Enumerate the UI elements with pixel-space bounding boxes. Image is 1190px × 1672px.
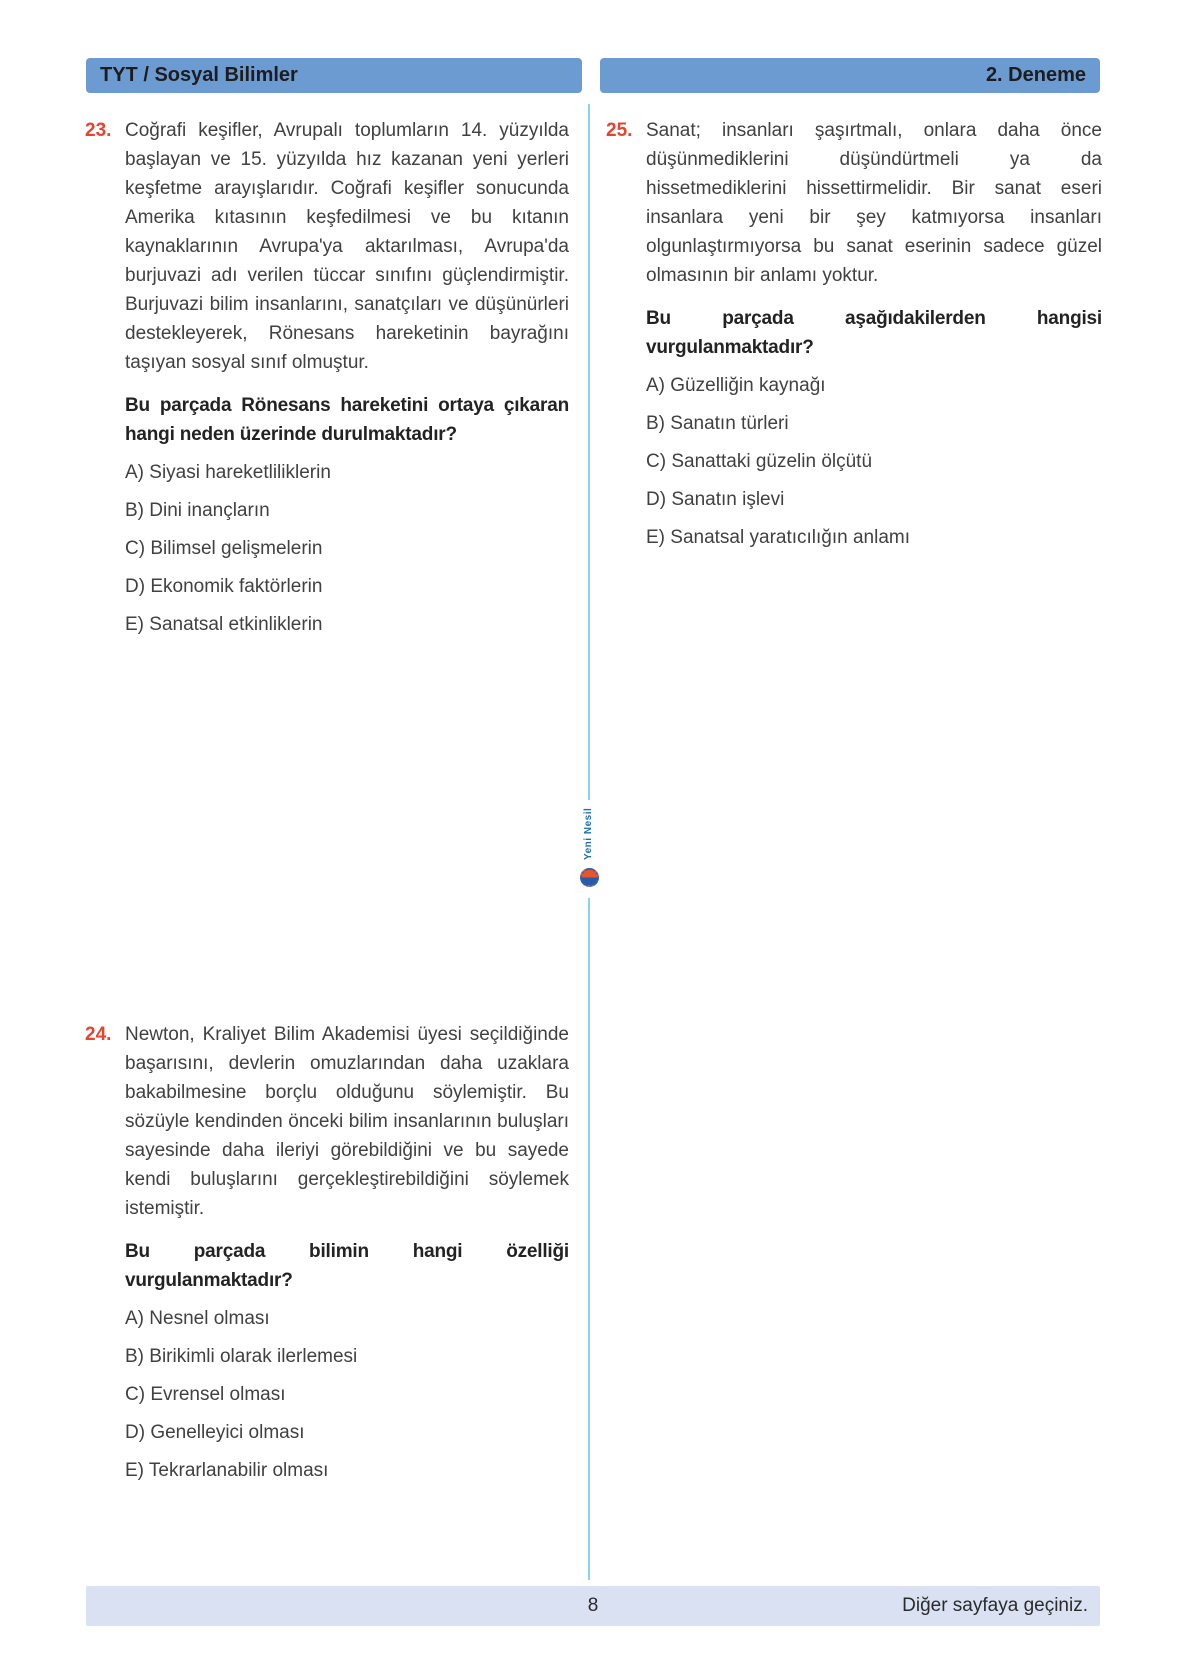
question-paragraph: Sanat; insanları şaşırtmalı, onlara daha önce düşünmediklerini düşündürtmeli ya da hissetmediklerini hissettirmelidir. Bir sanat eseri insanlara yeni bir şey katmıyorsa insanları olgunlaştırmıyorsa bu sanat eserinin sadece güzel olmasının bir anlamı yoktur. bbox=[646, 120, 1102, 286]
option-list bbox=[646, 371, 1102, 552]
question-body bbox=[646, 116, 1102, 552]
publisher-logo-icon bbox=[580, 868, 599, 887]
option-e: E) Tekrarlanabilir olması bbox=[125, 1460, 329, 1481]
question-prompt: Bu parçada aşağıdakilerden hangisi vurgulanmaktadır? bbox=[646, 308, 1102, 358]
publisher-name: Yeni Nesil bbox=[583, 807, 594, 861]
option-list bbox=[125, 1304, 569, 1485]
option-e: E) Sanatsal yaratıcılığın anlamı bbox=[646, 527, 911, 548]
question-24 bbox=[85, 1020, 569, 1485]
column-divider-top bbox=[588, 104, 590, 800]
footer-bar bbox=[86, 1586, 1100, 1626]
question-prompt: Bu parçada bilimin hangi özelliği vurgulanmaktadır? bbox=[125, 1241, 569, 1291]
question-25 bbox=[606, 116, 1102, 552]
question-paragraph: Coğrafi keşifler, Avrupalı toplumların 14. yüzyılda başlayan ve 15. yüzyılda hız kazanan yeni yerleri keşfetme arayışlarıdır. Coğrafi keşifler sonucunda Amerika kıtasının keşfedilmesi ve bu kıtanın kaynaklarının Avrupa'ya aktarılması, Avrupa'da burjuvazi adı verilen tüccar sınıfını güçlendirmiştir. Burjuvazi bilim insanlarını, sanatçıları ve düşünürleri destekleyerek, Rönesans hareketinin bayrağını taşıyan sosyal sınıf olmuştur. bbox=[125, 120, 569, 373]
page-number: 8 bbox=[587, 1595, 599, 1616]
option-c: C) Sanattaki güzelin ölçütü bbox=[646, 451, 873, 472]
question-body bbox=[125, 1020, 569, 1485]
question-body bbox=[125, 116, 569, 639]
question-number: 23. bbox=[85, 120, 112, 141]
column-divider-bottom bbox=[588, 898, 590, 1580]
question-number: 25. bbox=[606, 120, 633, 141]
option-d: D) Sanatın işlevi bbox=[646, 489, 785, 510]
next-page-notice: Diğer sayfaya geçiniz. bbox=[902, 1595, 1088, 1616]
question-23 bbox=[85, 116, 569, 639]
question-prompt: Bu parçada Rönesans hareketini ortaya çıkaran hangi neden üzerinde durulmaktadır? bbox=[125, 395, 569, 445]
header-section-bar bbox=[86, 58, 582, 93]
header-exam-bar bbox=[600, 58, 1100, 93]
option-a: A) Güzelliğin kaynağı bbox=[646, 375, 826, 396]
option-d: D) Genelleyici olması bbox=[125, 1422, 305, 1443]
option-a: A) Nesnel olması bbox=[125, 1308, 270, 1329]
option-e: E) Sanatsal etkinliklerin bbox=[125, 614, 323, 635]
option-c: C) Evrensel olması bbox=[125, 1384, 286, 1405]
option-b: B) Dini inançların bbox=[125, 500, 270, 521]
option-a: A) Siyasi hareketliliklerin bbox=[125, 462, 331, 483]
publisher-watermark bbox=[574, 803, 604, 895]
header-section-title: TYT / Sosyal Bilimler bbox=[100, 64, 298, 86]
header-exam-title: 2. Deneme bbox=[985, 64, 1086, 86]
option-b: B) Sanatın türleri bbox=[646, 413, 789, 434]
option-c: C) Bilimsel gelişmelerin bbox=[125, 538, 323, 559]
option-d: D) Ekonomik faktörlerin bbox=[125, 576, 323, 597]
option-list bbox=[125, 458, 569, 639]
option-b: B) Birikimli olarak ilerlemesi bbox=[125, 1346, 358, 1367]
question-paragraph: Newton, Kraliyet Bilim Akademisi üyesi seçildiğinde başarısını, devlerin omuzlarından daha uzaklara bakabilmesine borçlu olduğunu söylemiştir. Bu sözüyle kendinden önceki bilim insanlarının buluşları sayesinde daha ileriyi görebildiğini ve bu sayede kendi buluşlarını gerçekleştirebildiğini söylemek istemiştir. bbox=[125, 1024, 569, 1219]
question-number: 24. bbox=[85, 1024, 112, 1045]
